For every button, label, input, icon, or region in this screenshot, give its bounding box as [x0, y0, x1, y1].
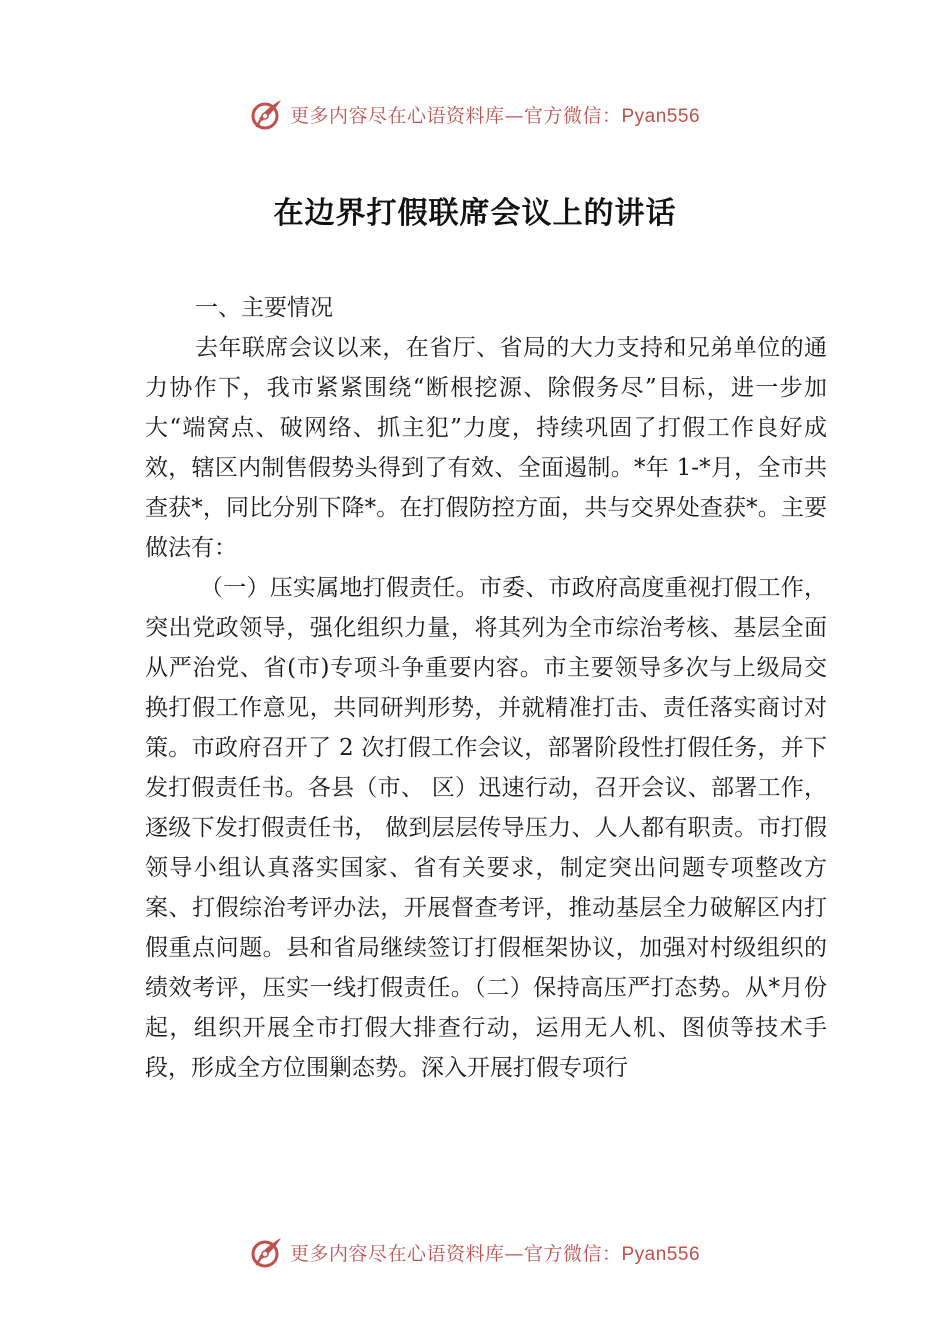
section-heading: 一、主要情况	[195, 295, 333, 321]
header-watermark	[0, 96, 950, 132]
watermark-separator: —	[504, 1242, 524, 1265]
document-title: 在边界打假联席会议上的讲话	[273, 196, 677, 231]
watermark-text	[290, 1239, 700, 1266]
document-body	[145, 288, 827, 1088]
watermark-wechat-label: 官方微信：	[523, 104, 622, 127]
watermark-wechat-id: Pyan556	[621, 105, 701, 127]
watermark-library-text: 更多内容尽在心语资料库	[289, 104, 505, 127]
footer-watermark	[0, 1234, 950, 1270]
watermark-wechat-label: 官方微信：	[523, 1242, 622, 1265]
paragraph: 去年联席会议以来，在省厅、省局的大力支持和兄弟单位的通力协作下，我市紧紧围绕“断根挖源、除假务尽”目标，进一步加大“端窝点、破网络、抓主犯”力度，持续巩固了打假工作良好成效，辖区内制售假势头得到了有效、全面遏制。*年 1-*月，全市共查获*，同比分别下降*。在打假防控方面，共与交界处查获*。主要做法有：	[145, 335, 827, 561]
watermark-text	[290, 101, 700, 128]
paragraph: （一）压实属地打假责任。市委、市政府高度重视打假工作，突出党政领导，强化组织力量，将其列为全市综治考核、基层全面从严治党、省(市)专项斗争重要内容。市主要领导多次与上级局交换打假工作意见，共同研判形势，并就精准打击、责任落实商讨对策。市政府召开了 2 次打假工作会议，部署阶段性打假任务，并下发打假责任书。各县（市、 区）迅速行动，召开会议、部署工作，逐级下发打假责任书， 做到层层传导压力、人人都有职责。市打假领导小组认真落实国家、省有关要求，制定突出问题专项整改方案、打假综治考评办法，开展督查考评，推动基层全力破解区内打假重点问题。县和省局继续签订打假框架协议，加强对村级组织的绩效考评，压实一线打假责任。（二）保持高压严打态势。从*月份起，组织开展全市打假大排查行动，运用无人机、图侦等技术手段，形成全方位围剿态势。深入开展打假专项行	[145, 575, 827, 1081]
watermark-separator: —	[504, 104, 524, 127]
watermark-library-text: 更多内容尽在心语资料库	[289, 1242, 505, 1265]
quill-pen-icon	[250, 97, 284, 131]
quill-pen-icon	[250, 1235, 284, 1269]
watermark-wechat-id: Pyan556	[621, 1243, 701, 1265]
